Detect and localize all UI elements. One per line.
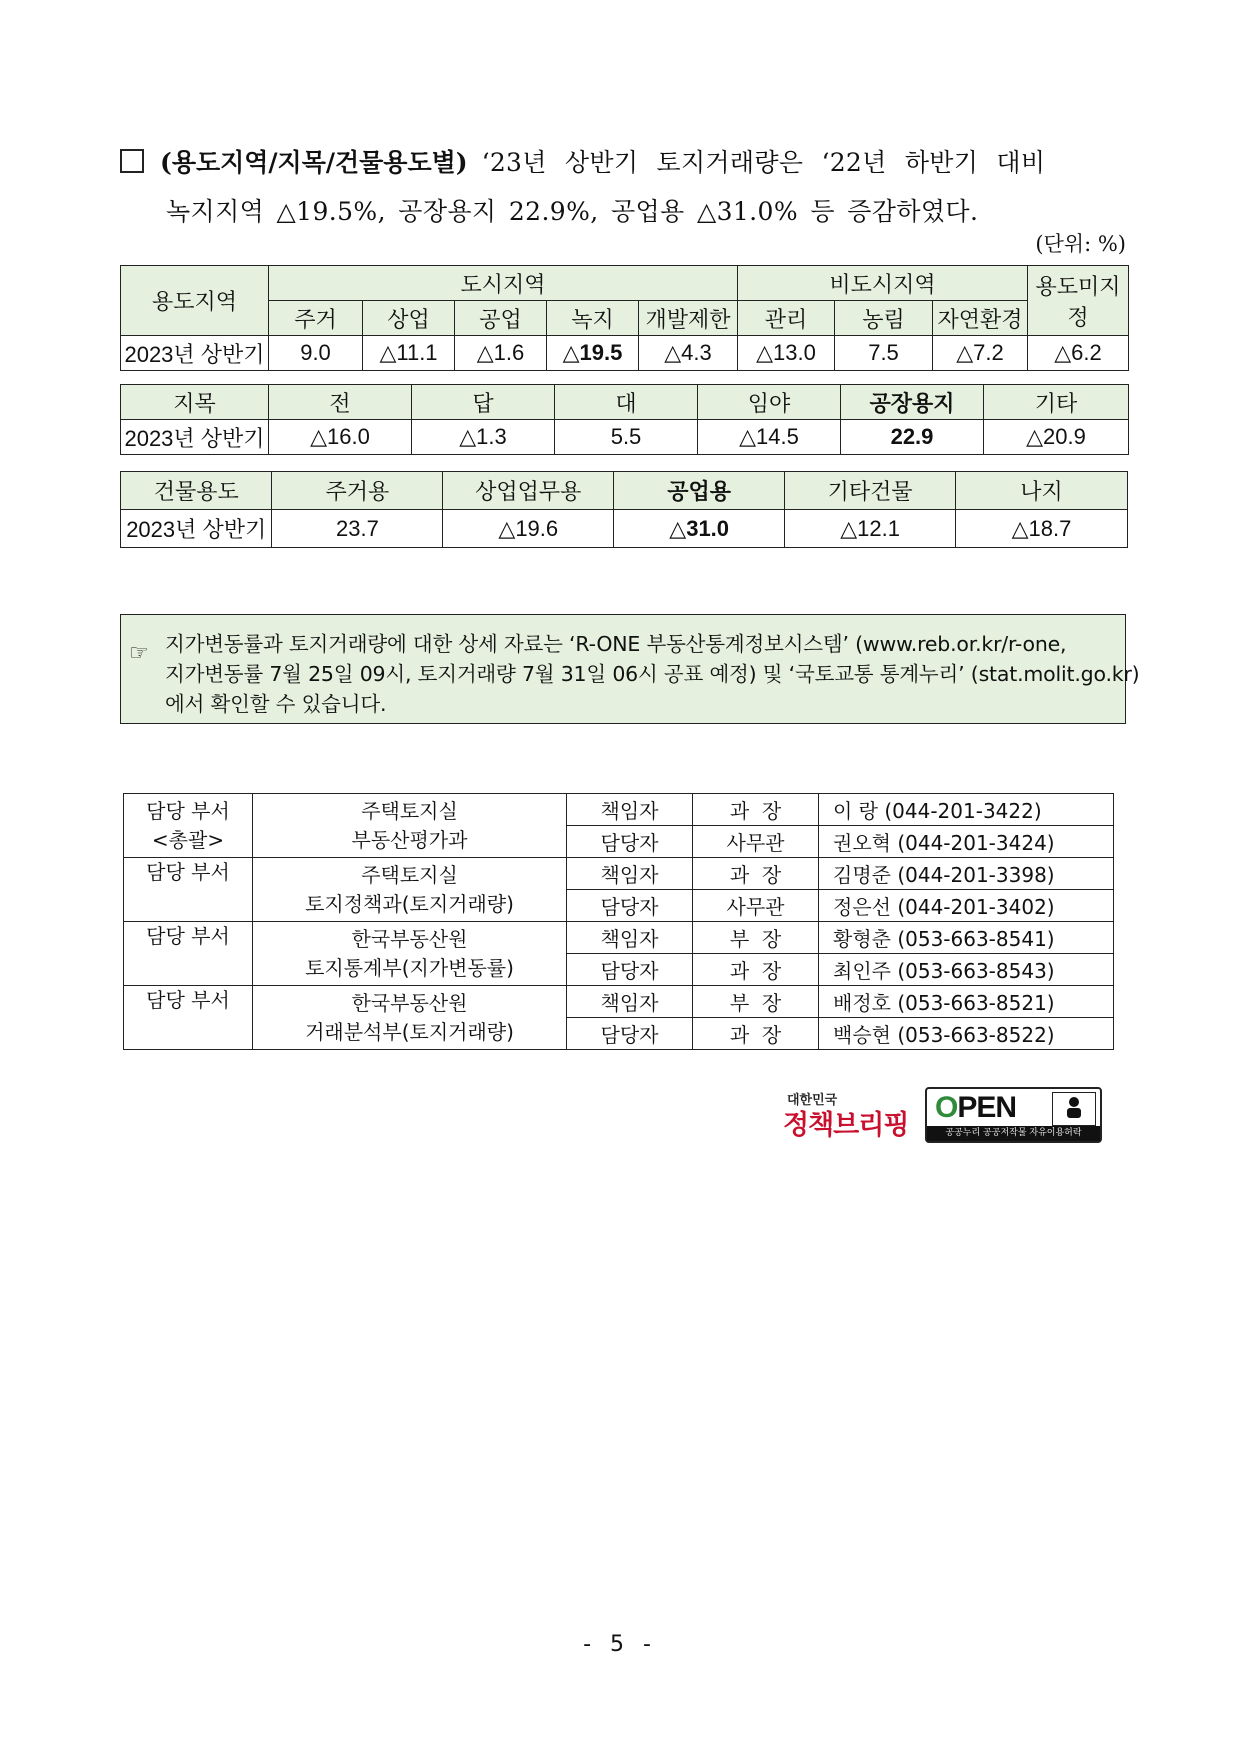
- contact-org-division: 주택토지실: [361, 798, 458, 823]
- intro-line-2: 녹지지역 △19.5%, 공장용지 22.9%, 공업용 △31.0% 등 증감하였다.: [166, 197, 979, 226]
- building-col-header-highlight: 공업용: [614, 472, 785, 510]
- building-col-header: 주거용: [272, 472, 443, 510]
- zoning-value: 7.5: [835, 336, 933, 371]
- building-row-label: 2023년 상반기: [121, 510, 272, 548]
- land-value-highlight: 22.9: [841, 420, 984, 455]
- pointing-hand-icon: ☞: [129, 641, 149, 666]
- zoning-value: △1.6: [455, 336, 547, 371]
- contact-role: 담당자: [567, 1018, 693, 1050]
- contact-name-phone: 정은선 (044-201-3402): [819, 890, 1114, 922]
- zoning-value-highlight: △19.5: [547, 336, 639, 371]
- contact-org-team: 토지정책과(토지거래량): [305, 891, 514, 916]
- land-value: 5.5: [555, 420, 698, 455]
- contact-row: [124, 858, 1114, 890]
- notice-text: [165, 629, 1140, 719]
- contact-name-phone: 권오혁 (044-201-3424): [819, 826, 1114, 858]
- building-value: △12.1: [785, 510, 956, 548]
- contact-dept-label-text: 담당 부서: [146, 924, 230, 948]
- land-col-header: 대: [555, 385, 698, 420]
- intro-line-1-text: ‘23년 상반기 토지거래량은 ‘22년 하반기 대비: [481, 148, 1046, 177]
- building-value-highlight: △31.0: [614, 510, 785, 548]
- building-col-header: 나지: [956, 472, 1128, 510]
- contact-role: 담당자: [567, 890, 693, 922]
- unit-label: (단위: %): [1035, 232, 1126, 256]
- contact-org-division: 한국부동산원: [351, 990, 468, 1015]
- zoning-col-header: 개발제한: [639, 301, 738, 336]
- contact-table: [123, 793, 1114, 1050]
- contact-role: 책임자: [567, 986, 693, 1018]
- land-category-table: [120, 384, 1129, 455]
- contact-dept-label: [124, 922, 253, 986]
- open-license-letter-o: O: [935, 1091, 958, 1124]
- building-row-header: 건물용도: [121, 472, 272, 510]
- notice-line: 에서 확인할 수 있습니다.: [165, 692, 387, 716]
- contact-name-phone: 이 랑 (044-201-3422): [819, 794, 1114, 826]
- land-col-header: 답: [412, 385, 555, 420]
- land-col-header: 기타: [984, 385, 1129, 420]
- contact-role: 담당자: [567, 826, 693, 858]
- notice-line: 지가변동률과 토지거래량에 대한 상세 자료는 ‘R-ONE 부동산통계정보시스템’ (www.reb.or.kr/r-one,: [165, 632, 1067, 656]
- intro-line-1: [120, 138, 1130, 187]
- land-value: △20.9: [984, 420, 1129, 455]
- contact-dept-label-text: 담당 부서: [146, 860, 230, 884]
- contact-org: [253, 922, 567, 986]
- zoning-value: △6.2: [1028, 336, 1129, 371]
- building-value: △18.7: [956, 510, 1128, 548]
- contact-title: 과 장: [693, 954, 819, 986]
- page-number: - 5 -: [583, 1632, 657, 1657]
- contact-title: 사무관: [693, 826, 819, 858]
- policy-briefing-logo: [783, 1089, 909, 1143]
- contact-org-team: 거래분석부(토지거래량): [305, 1019, 514, 1044]
- contact-name-phone: 황형춘 (053-663-8541): [819, 922, 1114, 954]
- land-value: △14.5: [698, 420, 841, 455]
- zoning-unspecified-header: 용도미지정: [1028, 266, 1129, 336]
- contact-title: 부 장: [693, 986, 819, 1018]
- contact-org-division: 주택토지실: [361, 862, 458, 887]
- zoning-group-nonurban: 비도시지역: [738, 266, 1028, 301]
- building-value: 23.7: [272, 510, 443, 548]
- zoning-value: △11.1: [363, 336, 455, 371]
- zoning-col-header: 관리: [738, 301, 835, 336]
- contact-dept-label: [124, 858, 253, 922]
- contact-title: 부 장: [693, 922, 819, 954]
- land-row-label: 2023년 상반기: [121, 420, 269, 455]
- open-license-bar: 공공누리 공공저작물 자유이용허락: [927, 1126, 1100, 1141]
- zoning-col-header: 녹지: [547, 301, 639, 336]
- land-value: △1.3: [412, 420, 555, 455]
- intro-header: (용도지역/지목/건물용도별): [160, 148, 468, 177]
- contact-title: 과 장: [693, 858, 819, 890]
- contact-org-division: 한국부동산원: [351, 926, 468, 951]
- contact-row: [124, 794, 1114, 826]
- contact-org: [253, 986, 567, 1050]
- contact-role: 책임자: [567, 922, 693, 954]
- contact-dept-label: [124, 986, 253, 1050]
- zoning-row-header: 용도지역: [121, 266, 269, 336]
- contact-name-phone: 김명준 (044-201-3398): [819, 858, 1114, 890]
- land-col-header: 임야: [698, 385, 841, 420]
- contact-title: 과 장: [693, 794, 819, 826]
- building-value: △19.6: [443, 510, 614, 548]
- building-col-header: 상업업무용: [443, 472, 614, 510]
- contact-name-phone: 백승현 (053-663-8522): [819, 1018, 1114, 1050]
- contact-title: 사무관: [693, 890, 819, 922]
- policy-briefing-logo-top: 대한민국: [787, 1093, 838, 1108]
- contact-role: 담당자: [567, 954, 693, 986]
- open-license-word: [935, 1091, 1016, 1125]
- zoning-group-urban: 도시지역: [269, 266, 738, 301]
- building-col-header: 기타건물: [785, 472, 956, 510]
- checkbox-square-icon: [120, 149, 144, 173]
- zoning-value: △4.3: [639, 336, 738, 371]
- zoning-value: 9.0: [269, 336, 363, 371]
- contact-role: 책임자: [567, 794, 693, 826]
- notice-box: [120, 614, 1140, 724]
- contact-title: 과 장: [693, 1018, 819, 1050]
- contact-row: [124, 986, 1114, 1018]
- open-license-letters: PEN: [957, 1091, 1017, 1124]
- contact-dept-label: [124, 794, 253, 858]
- zoning-col-header: 상업: [363, 301, 455, 336]
- contact-name-phone: 배정호 (053-663-8521): [819, 986, 1114, 1018]
- contact-dept-label-text: 담당 부서: [146, 988, 230, 1012]
- policy-briefing-logo-main: 정책브리핑: [783, 1110, 909, 1141]
- zoning-value: △7.2: [933, 336, 1028, 371]
- intro-paragraph: [120, 138, 1130, 236]
- contact-org: [253, 858, 567, 922]
- contact-org: [253, 794, 567, 858]
- contact-row: [124, 922, 1114, 954]
- contact-org-team: 토지통계부(지가변동률): [305, 955, 514, 980]
- contact-dept-sublabel: <총괄>: [151, 827, 225, 852]
- contact-role: 책임자: [567, 858, 693, 890]
- land-col-header-highlight: 공장용지: [841, 385, 984, 420]
- zoning-col-header: 농림: [835, 301, 933, 336]
- zoning-table: [120, 265, 1129, 371]
- contact-org-team: 부동산평가과: [351, 827, 468, 852]
- zoning-value: △13.0: [738, 336, 835, 371]
- building-use-table: [120, 471, 1128, 548]
- contact-dept-label-text: 담당 부서: [146, 798, 230, 823]
- zoning-col-header: 주거: [269, 301, 363, 336]
- contact-name-phone: 최인주 (053-663-8543): [819, 954, 1114, 986]
- land-col-header: 전: [269, 385, 412, 420]
- zoning-col-header: 자연환경: [933, 301, 1028, 336]
- attribution-person-icon: [1052, 1092, 1096, 1126]
- land-row-header: 지목: [121, 385, 269, 420]
- land-value: △16.0: [269, 420, 412, 455]
- open-license-logo: [925, 1087, 1102, 1143]
- notice-line: 지가변동률 7월 25일 09시, 토지거래량 7월 31일 06시 공표 예정) 및 ‘국토교통 통계누리’ (stat.molit.go.kr): [165, 662, 1140, 686]
- zoning-col-header: 공업: [455, 301, 547, 336]
- zoning-row-label: 2023년 상반기: [121, 336, 269, 371]
